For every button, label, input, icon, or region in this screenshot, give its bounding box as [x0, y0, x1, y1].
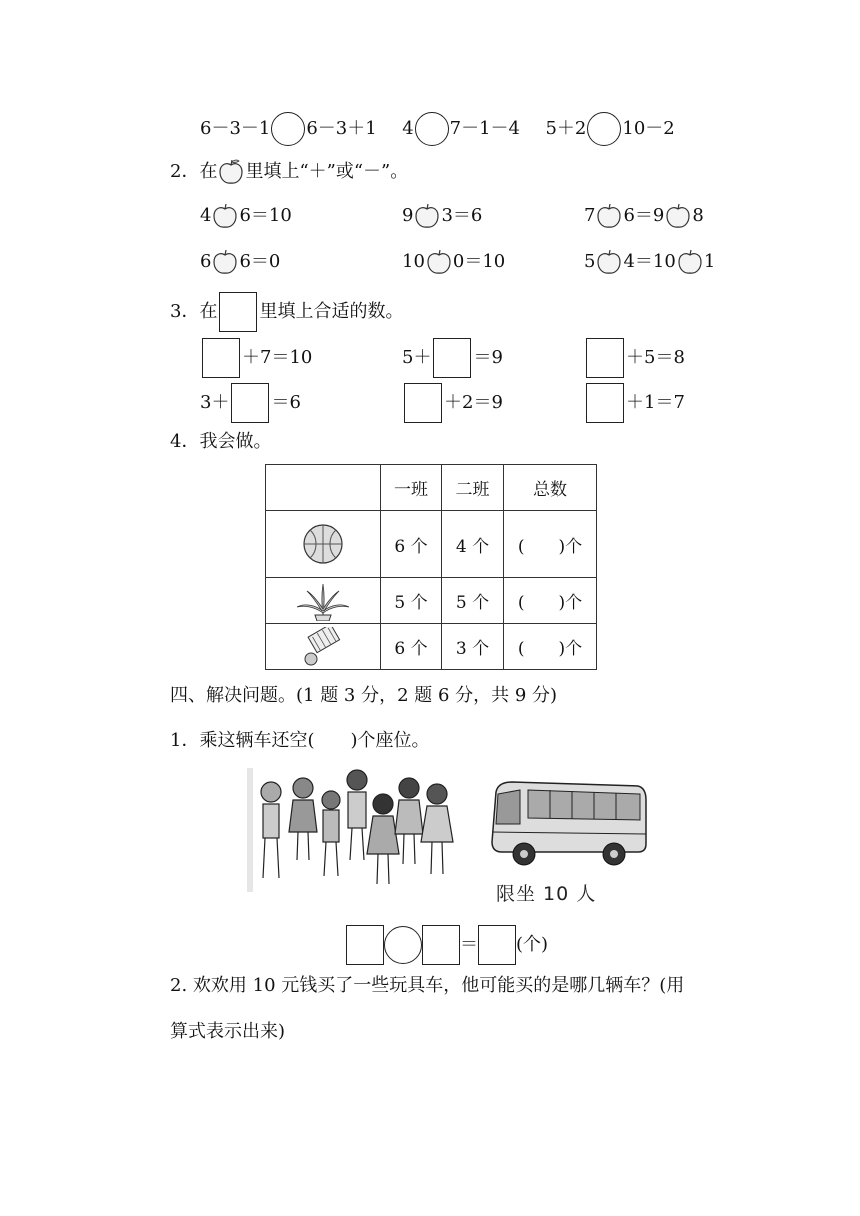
compare-circle-a[interactable] [271, 112, 305, 146]
expr-c-left: 5＋2 [545, 118, 587, 139]
q3-r1-c3 [584, 338, 685, 378]
expr: 4＝10 [623, 251, 676, 272]
unit-label: (个) [516, 934, 549, 955]
expr-b-right: 7－1－4 [449, 118, 520, 139]
q3-r1-c1 [200, 338, 312, 378]
num: 7 [584, 205, 596, 226]
q3-title-rest: 里填上合适的数。 [259, 301, 404, 322]
header-cell: 二班 [442, 465, 504, 511]
q3-title [170, 292, 403, 332]
expr: 6＝0 [239, 251, 281, 272]
equals-sign: ＝ [460, 934, 478, 955]
apple-icon[interactable] [211, 202, 239, 230]
count-cell: 6 个 [381, 511, 442, 578]
plant-icon [295, 581, 351, 621]
q2-title-num: 2．在 [170, 161, 218, 182]
expr-c-right: 10－2 [622, 118, 675, 139]
q3-title-num: 3．在 [170, 301, 218, 322]
operator-circle[interactable] [384, 926, 422, 964]
expr-a-left: 6－3－1 [200, 118, 271, 139]
q2-r2-c2 [402, 248, 505, 276]
count-cell: 5 个 [381, 578, 442, 624]
expr-b-left: 4 [402, 118, 414, 139]
total-cell[interactable]: ( )个 [504, 578, 597, 624]
header-cell [266, 465, 381, 511]
apple-icon[interactable] [211, 248, 239, 276]
q4-title: 4．我会做。 [170, 431, 272, 452]
expr: ＝6 [271, 392, 301, 413]
num: 9 [402, 205, 414, 226]
bus-illustration [488, 780, 648, 870]
apple-icon[interactable] [595, 202, 623, 230]
sports-table [265, 464, 597, 670]
basketball-icon [302, 523, 344, 565]
num: 4 [200, 205, 212, 226]
num: 8 [692, 205, 704, 226]
answer-box[interactable] [586, 383, 624, 423]
total-cell[interactable]: ( )个 [504, 511, 597, 578]
children-illustration [247, 768, 459, 892]
q2-title [170, 158, 408, 186]
compare-row [200, 112, 675, 146]
compare-circle-b[interactable] [415, 112, 449, 146]
apple-icon[interactable] [595, 248, 623, 276]
apple-icon[interactable] [676, 248, 704, 276]
equation-row [346, 925, 548, 965]
count-cell: 6 个 [381, 624, 442, 670]
apple-icon[interactable] [413, 202, 441, 230]
q3-r2-c2 [402, 383, 503, 423]
section4-q2-line2: 算式表示出来) [170, 1021, 286, 1042]
compare-circle-c[interactable] [587, 112, 621, 146]
q3-r1-c2 [402, 338, 503, 378]
q2-r1-c1 [200, 202, 292, 230]
q2-r1-c3 [584, 202, 704, 230]
count-cell: 3 个 [442, 624, 504, 670]
q2-r2-c3 [584, 248, 715, 276]
shuttlecock-icon [301, 627, 345, 667]
answer-box-sample [219, 292, 257, 332]
bus-caption: 限坐 10 人 [496, 883, 597, 905]
expr: 6＝10 [239, 205, 292, 226]
count-cell: 5 个 [442, 578, 504, 624]
answer-box[interactable] [586, 338, 624, 378]
equation-box-2[interactable] [422, 925, 460, 965]
apple-icon[interactable] [425, 248, 453, 276]
q3-r2-c1 [200, 383, 301, 423]
item-cell [266, 578, 381, 624]
expr: 5＋ [402, 347, 432, 368]
item-cell [266, 624, 381, 670]
expr-a-right: 6－3＋1 [306, 118, 377, 139]
expr: ＋2＝9 [444, 392, 503, 413]
answer-box[interactable] [231, 383, 269, 423]
expr: ＋1＝7 [626, 392, 685, 413]
expr: ＋7＝10 [242, 347, 313, 368]
header-cell: 总数 [504, 465, 597, 511]
q2-title-rest: 里填上“＋”或“－”。 [245, 161, 409, 182]
total-cell[interactable]: ( )个 [504, 624, 597, 670]
q3-r2-c3 [584, 383, 685, 423]
expr: ＝9 [473, 347, 503, 368]
q2-r2-c1 [200, 248, 280, 276]
num: 1 [703, 251, 716, 272]
answer-box[interactable] [404, 383, 442, 423]
section4-q1: 1．乘这辆车还空( )个座位。 [170, 730, 430, 751]
expr: ＋5＝8 [626, 347, 685, 368]
equation-box-result[interactable] [478, 925, 516, 965]
num: 5 [584, 251, 596, 272]
item-cell [266, 511, 381, 578]
apple-icon [217, 158, 245, 186]
header-cell: 一班 [381, 465, 442, 511]
num: 6 [200, 251, 212, 272]
equation-box-1[interactable] [346, 925, 384, 965]
expr: 3＋ [200, 392, 230, 413]
section4-q2-line1: 2. 欢欢用 10 元钱买了一些玩具车，他可能买的是哪几辆车？(用 [170, 975, 685, 996]
num: 10 [402, 251, 425, 272]
answer-box[interactable] [202, 338, 240, 378]
apple-icon[interactable] [664, 202, 692, 230]
answer-box[interactable] [433, 338, 471, 378]
section4-title: 四、解决问题。(1 题 3 分，2 题 6 分，共 9 分) [170, 685, 558, 706]
count-cell: 4 个 [442, 511, 504, 578]
expr: 0＝10 [452, 251, 506, 272]
expr: 3＝6 [441, 205, 483, 226]
expr: 6＝9 [623, 205, 665, 226]
q2-r1-c2 [402, 202, 482, 230]
